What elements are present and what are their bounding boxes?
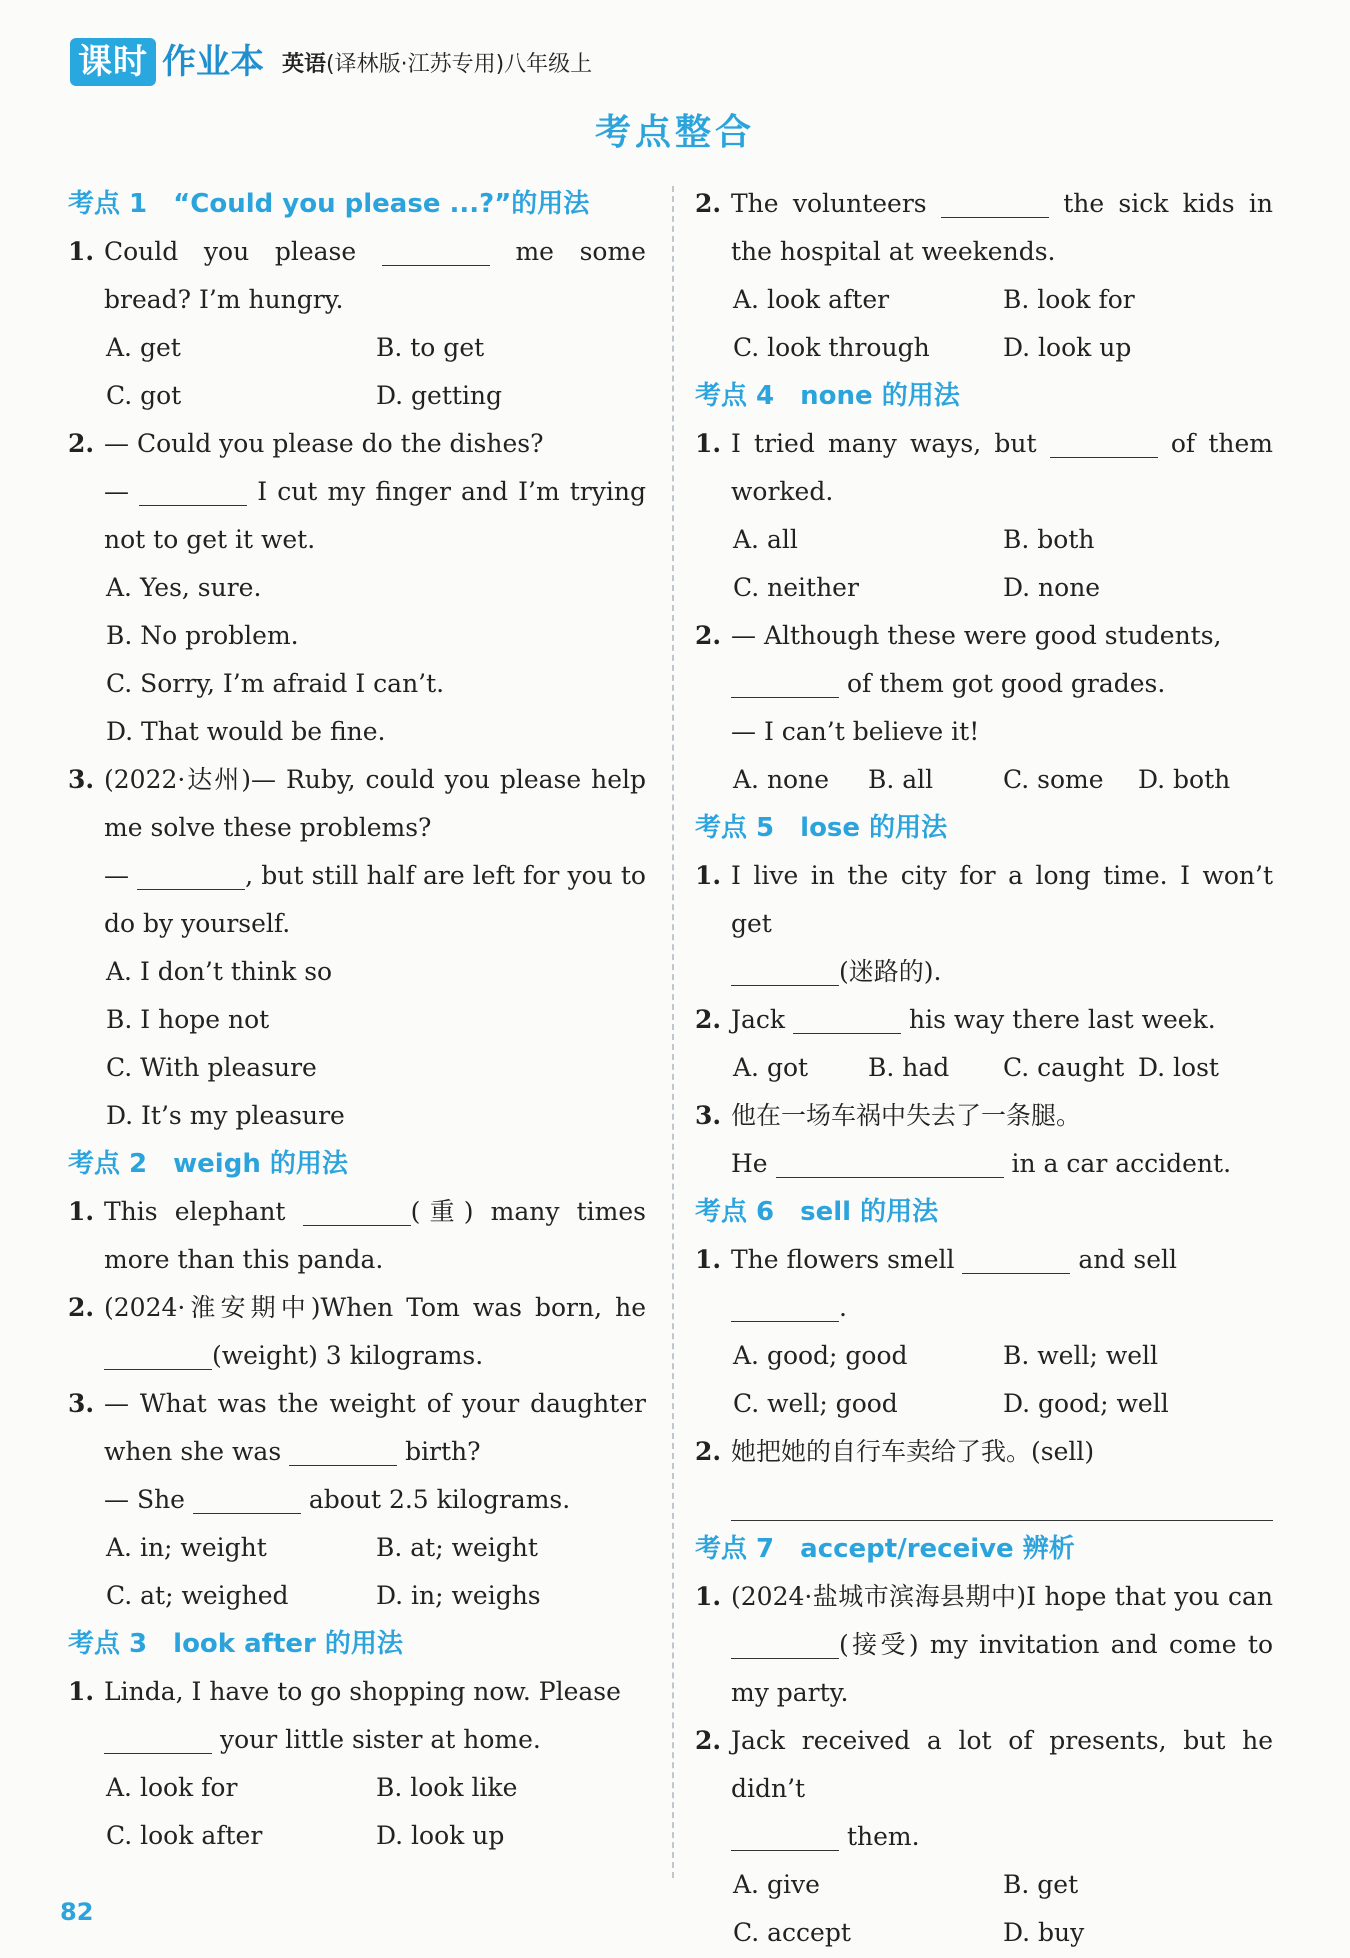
- question-number: 3.: [68, 1389, 95, 1418]
- answer-blank[interactable]: [731, 1628, 839, 1659]
- question: [68, 1668, 646, 1764]
- option-c[interactable]: C. Sorry, I’m afraid I can’t.: [106, 669, 445, 698]
- answer-blank[interactable]: [776, 1147, 1004, 1178]
- option-c[interactable]: C. caught: [1003, 1053, 1125, 1082]
- options: [68, 1524, 646, 1620]
- left-column: [68, 180, 646, 1860]
- option-a[interactable]: A. give: [733, 1870, 820, 1899]
- section-title: none 的用法: [800, 381, 960, 411]
- option-d[interactable]: D. in; weighs: [376, 1581, 541, 1610]
- section-heading: [695, 1188, 1273, 1236]
- option-d[interactable]: D. That would be fine.: [106, 717, 386, 746]
- option-d[interactable]: D. getting: [376, 381, 503, 410]
- question-text: — She: [104, 1485, 185, 1514]
- options: [68, 1764, 646, 1860]
- question: [695, 852, 1273, 996]
- question-text: (2024·盐城市滨海县期中)I hope that you can: [731, 1582, 1273, 1611]
- question-text: of them got good grades.: [846, 669, 1166, 698]
- section-number: 考点 1: [68, 189, 148, 219]
- option-a[interactable]: A. all: [733, 525, 798, 554]
- question: [68, 1284, 646, 1380]
- answer-blank[interactable]: [104, 1723, 212, 1754]
- question: [695, 1428, 1273, 1476]
- question-text: of them worked.: [731, 429, 1273, 506]
- answer-blank[interactable]: [793, 1003, 901, 1034]
- answer-blank[interactable]: [137, 859, 245, 890]
- question-text: Could you please: [104, 237, 357, 266]
- question-text: (2024·淮安期中)When Tom was born, he: [104, 1293, 646, 1322]
- question-number: 1.: [695, 429, 722, 458]
- question-number: 1.: [68, 237, 95, 266]
- answer-blank[interactable]: [104, 1339, 212, 1370]
- page-number: 82: [60, 1898, 94, 1926]
- section-title: weigh 的用法: [173, 1149, 348, 1179]
- book-logo: 课时: [70, 38, 156, 86]
- option-c[interactable]: C. got: [106, 381, 182, 410]
- question: [695, 996, 1273, 1044]
- dialogue-dash: —: [104, 861, 129, 890]
- question-text: in a car accident.: [1011, 1149, 1232, 1178]
- question-text: (接受) my invitation and come to my party.: [731, 1630, 1273, 1707]
- option-d[interactable]: D. It’s my pleasure: [106, 1101, 345, 1130]
- question-number: 1.: [695, 861, 722, 890]
- option-b[interactable]: B. look like: [376, 1773, 518, 1802]
- question-number: 2.: [68, 429, 95, 458]
- question-number: 1.: [695, 1245, 722, 1274]
- question-text: (重) many times more than this panda.: [104, 1197, 646, 1274]
- section-heading: [68, 180, 646, 228]
- question-number: 1.: [695, 1582, 722, 1611]
- option-d[interactable]: D. look up: [1003, 333, 1132, 362]
- answer-blank[interactable]: [731, 955, 839, 986]
- options: [68, 324, 646, 420]
- answer-blank[interactable]: [941, 187, 1049, 218]
- question: [695, 1717, 1273, 1861]
- question: [68, 1188, 646, 1284]
- question-number: 1.: [68, 1197, 95, 1226]
- section-number: 考点 6: [695, 1197, 775, 1227]
- question-text: birth?: [405, 1437, 481, 1466]
- question-text: Linda, I have to go shopping now. Please: [104, 1677, 621, 1706]
- option-c[interactable]: C. look after: [106, 1821, 263, 1850]
- option-c[interactable]: C. accept: [733, 1918, 851, 1947]
- question-text: them.: [846, 1822, 920, 1851]
- question-number: 2.: [695, 1005, 722, 1034]
- section-title: accept/receive 辨析: [800, 1534, 1075, 1564]
- option-d[interactable]: D. look up: [376, 1821, 505, 1850]
- question-text: (2022·达州)— Ruby, could you please help me solve these problems?: [104, 765, 646, 842]
- question-text: I tried many ways, but: [731, 429, 1037, 458]
- section-title: sell 的用法: [800, 1197, 939, 1227]
- section-title: look after 的用法: [173, 1629, 403, 1659]
- question: [695, 1092, 1273, 1188]
- options: [695, 756, 1273, 804]
- question-text: (weight) 3 kilograms.: [212, 1341, 484, 1370]
- answer-blank[interactable]: [382, 235, 490, 266]
- section-number: 考点 4: [695, 381, 775, 411]
- question-text: — I can’t believe it!: [731, 717, 980, 746]
- question-number: 3.: [695, 1101, 722, 1130]
- question-text: the sick kids in the hospital at weekends.: [731, 189, 1274, 266]
- subject-label: 英语: [282, 51, 327, 77]
- question-text: his way there last week.: [908, 1005, 1216, 1034]
- question-text: about 2.5 kilograms.: [308, 1485, 571, 1514]
- option-b[interactable]: B. look for: [1003, 285, 1135, 314]
- question: [695, 180, 1273, 276]
- question-text: me some bread? I’m hungry.: [104, 237, 646, 314]
- option-a[interactable]: A. in; weight: [106, 1533, 267, 1562]
- question-text: .: [839, 1293, 847, 1322]
- question: [695, 612, 1273, 756]
- option-c[interactable]: C. look through: [733, 333, 930, 362]
- option-a[interactable]: A. none: [733, 765, 829, 794]
- option-b[interactable]: B. at; weight: [376, 1533, 538, 1562]
- question: [695, 420, 1273, 516]
- option-d[interactable]: D. none: [1003, 573, 1101, 602]
- option-c[interactable]: C. some: [1003, 765, 1104, 794]
- section-number: 考点 3: [68, 1629, 148, 1659]
- option-c[interactable]: C. With pleasure: [106, 1053, 317, 1082]
- option-b[interactable]: B. No problem.: [106, 621, 299, 650]
- question-text: This elephant: [104, 1197, 286, 1226]
- question-number: 2.: [68, 1293, 95, 1322]
- question-text: and sell: [1078, 1245, 1177, 1274]
- question-text: , but still half are left for you to do by yourself.: [104, 861, 646, 938]
- section-heading: [695, 804, 1273, 852]
- question-text: The volunteers: [731, 189, 927, 218]
- section-title: lose 的用法: [800, 813, 948, 843]
- section-heading: [695, 372, 1273, 420]
- option-d[interactable]: D. lost: [1138, 1053, 1219, 1082]
- option-c[interactable]: C. at; weighed: [106, 1581, 289, 1610]
- option-a[interactable]: A. I don’t think so: [106, 957, 333, 986]
- question-text: Jack received a lot of presents, but he didn’t: [731, 1726, 1273, 1803]
- answer-blank[interactable]: [193, 1483, 301, 1514]
- question: [68, 756, 646, 948]
- option-b[interactable]: B. both: [1003, 525, 1095, 554]
- option-b[interactable]: B. get: [1003, 1870, 1079, 1899]
- question-text: — Could you please do the dishes?: [104, 429, 544, 458]
- options: [695, 516, 1273, 612]
- option-a[interactable]: A. get: [106, 333, 181, 362]
- question: [695, 1573, 1273, 1717]
- option-b[interactable]: B. I hope not: [106, 1005, 270, 1034]
- option-a[interactable]: A. look after: [733, 285, 890, 314]
- book-series-name: 作业本: [162, 42, 264, 82]
- option-b[interactable]: B. to get: [376, 333, 485, 362]
- question-text: 她把她的自行车卖给了我。(sell): [731, 1437, 1095, 1466]
- question-number: 1.: [68, 1677, 95, 1706]
- option-b[interactable]: B. had: [868, 1053, 950, 1082]
- options: [695, 1332, 1273, 1428]
- section-number: 考点 5: [695, 813, 775, 843]
- question-text: — What was the weight of your daughter when she was: [104, 1389, 646, 1466]
- options: [695, 1044, 1273, 1092]
- question-number: 3.: [68, 765, 95, 794]
- section-heading: [68, 1620, 646, 1668]
- options: [695, 1861, 1273, 1957]
- question: [68, 228, 646, 324]
- option-c[interactable]: C. well; good: [733, 1389, 898, 1418]
- answer-blank[interactable]: [962, 1243, 1070, 1274]
- column-divider: [672, 186, 674, 1878]
- answer-blank[interactable]: [303, 1195, 411, 1226]
- question-number: 2.: [695, 621, 722, 650]
- section-heading: [68, 1140, 646, 1188]
- option-a[interactable]: A. Yes, sure.: [106, 573, 262, 602]
- question-number: 2.: [695, 1726, 722, 1755]
- section-heading: [695, 1525, 1273, 1573]
- book-subtitle: [282, 47, 592, 78]
- question-text: Jack: [731, 1005, 786, 1034]
- question: [695, 1236, 1273, 1332]
- option-a[interactable]: A. good; good: [733, 1341, 908, 1370]
- option-d[interactable]: D. buy: [1003, 1918, 1085, 1947]
- option-a[interactable]: A. look for: [106, 1773, 238, 1802]
- answer-blank[interactable]: [1050, 427, 1158, 458]
- question-text: — Although these were good students,: [731, 621, 1222, 650]
- page-header: [70, 34, 592, 90]
- question-text: He: [731, 1149, 768, 1178]
- question-number: 2.: [695, 1437, 722, 1466]
- option-d[interactable]: D. both: [1138, 765, 1231, 794]
- option-d[interactable]: D. good; well: [1003, 1389, 1169, 1418]
- option-b[interactable]: B. all: [868, 765, 934, 794]
- edition-label: (译林版·江苏专用)八年级上: [326, 51, 593, 77]
- section-title: “Could you please ...?”的用法: [173, 189, 590, 219]
- section-number: 考点 7: [695, 1534, 775, 1564]
- question-text: 他在一场车祸中失去了一条腿。: [731, 1101, 1082, 1130]
- dialogue-dash: —: [104, 477, 129, 506]
- options: [695, 276, 1273, 372]
- answer-blank[interactable]: [289, 1435, 397, 1466]
- question-text: (迷路的).: [839, 957, 942, 986]
- answer-line[interactable]: [731, 1476, 1273, 1521]
- question: [68, 1380, 646, 1524]
- section-number: 考点 2: [68, 1149, 148, 1179]
- question-text: I live in the city for a long time. I won’t get: [731, 861, 1273, 938]
- question-text: your little sister at home.: [219, 1725, 541, 1754]
- answer-blank[interactable]: [731, 1820, 839, 1851]
- answer-blank[interactable]: [731, 1291, 839, 1322]
- answer-blank[interactable]: [731, 667, 839, 698]
- question-text: I cut my finger and I’m trying not to get it wet.: [104, 477, 646, 554]
- option-b[interactable]: B. well; well: [1003, 1341, 1159, 1370]
- question: [68, 420, 646, 564]
- option-a[interactable]: A. got: [733, 1053, 809, 1082]
- question-text: The flowers smell: [731, 1245, 955, 1274]
- right-column: [695, 180, 1273, 1957]
- page-title: 考点整合: [594, 112, 755, 153]
- question-number: 2.: [695, 189, 722, 218]
- answer-blank[interactable]: [139, 475, 247, 506]
- option-c[interactable]: C. neither: [733, 573, 859, 602]
